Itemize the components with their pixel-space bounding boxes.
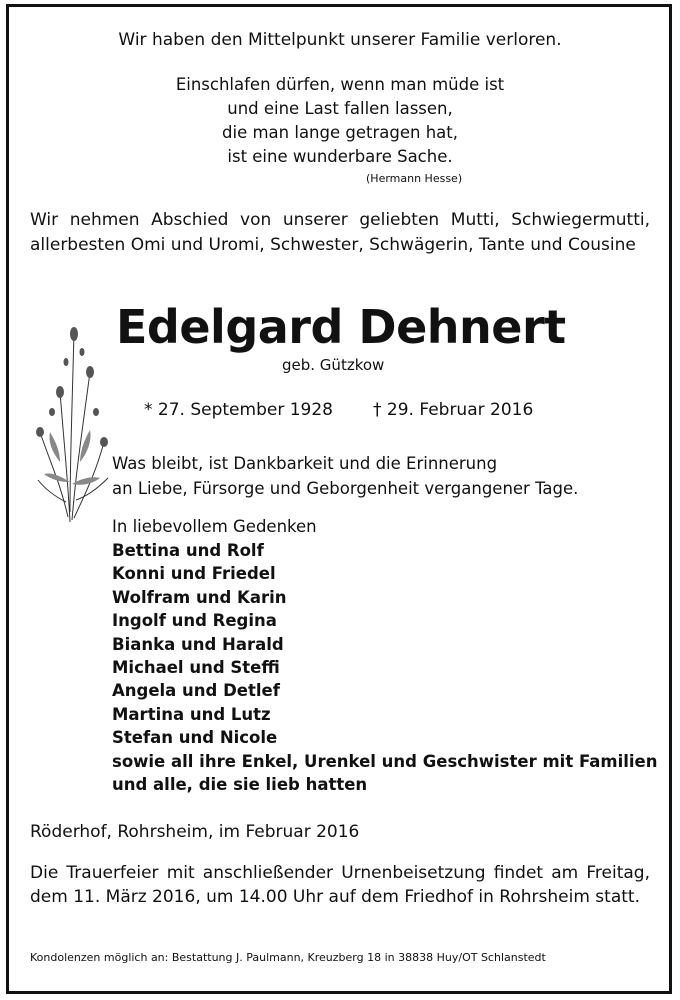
mourner-entry: Stefan und Nicole bbox=[112, 728, 278, 748]
mourner-entry: Bianka und Harald bbox=[112, 634, 284, 654]
mourner-entry: Wolfram und Karin bbox=[112, 587, 287, 607]
maiden-name: geb. Gützkow bbox=[282, 356, 385, 374]
mourner-entry: Michael und Steffi bbox=[112, 658, 280, 678]
mourner-entry: Martina und Lutz bbox=[112, 704, 271, 724]
ceremony-info: Die Trauerfeier mit anschließender Urnenbeisetzung findet am Freitag, dem 11. März 2016, um 14.00 Uhr auf dem Friedhof in Rohrsheim statt. bbox=[30, 863, 650, 907]
condolence-info: Kondolenzen möglich an: Bestattung J. Paulmann, Kreuzberg 18 in 38838 Huy/OT Schlanstedt bbox=[30, 951, 546, 964]
deceased-name: Edelgard Dehnert bbox=[116, 300, 566, 354]
mourner-entry: Bettina und Rolf bbox=[112, 541, 264, 560]
place-date: Röderhof, Rohrsheim, im Februar 2016 bbox=[30, 822, 360, 842]
death-date: † 29. Februar 2016 bbox=[373, 400, 534, 420]
mourner-entry: Konni und Friedel bbox=[112, 564, 276, 584]
flower-bouquet-icon bbox=[30, 312, 112, 524]
mourner-entry: Angela und Detlef bbox=[112, 681, 280, 701]
quote-line: Was bleibt, ist Dankbarkeit und die Erinnerung bbox=[112, 454, 498, 473]
verse-line: die man lange getragen hat, bbox=[222, 123, 458, 142]
verse-line: Einschlafen dürfen, wenn man müde ist bbox=[175, 75, 505, 94]
mourners-list bbox=[112, 539, 657, 796]
verse-author: (Hermann Hesse) bbox=[366, 172, 463, 185]
mourner-entry: sowie all ihre Enkel, Urenkel und Geschwister mit Familien bbox=[112, 751, 658, 771]
memory-line: In liebevollem Gedenken bbox=[112, 517, 317, 536]
verse-line: ist eine wunderbare Sache. bbox=[227, 147, 453, 166]
quote-line: an Liebe, Fürsorge und Geborgenheit vergangener Tage. bbox=[112, 479, 579, 498]
headline: Wir haben den Mittelpunkt unserer Familie verloren. bbox=[118, 30, 562, 50]
mourner-entry: und alle, die sie lieb hatten bbox=[112, 775, 368, 795]
intro-text: Wir nehmen Abschied von unserer geliebten Mutti, Schwiegermutti, allerbesten Omi und Uromi, Schwester, Schwägerin, Tante und Cousine bbox=[30, 210, 650, 255]
memorial-quote bbox=[112, 451, 578, 501]
birth-date: * 27. September 1928 bbox=[144, 400, 333, 420]
mourner-entry: Ingolf und Regina bbox=[112, 611, 277, 631]
verse bbox=[0, 73, 680, 169]
verse-line: und eine Last fallen lassen, bbox=[227, 99, 453, 118]
